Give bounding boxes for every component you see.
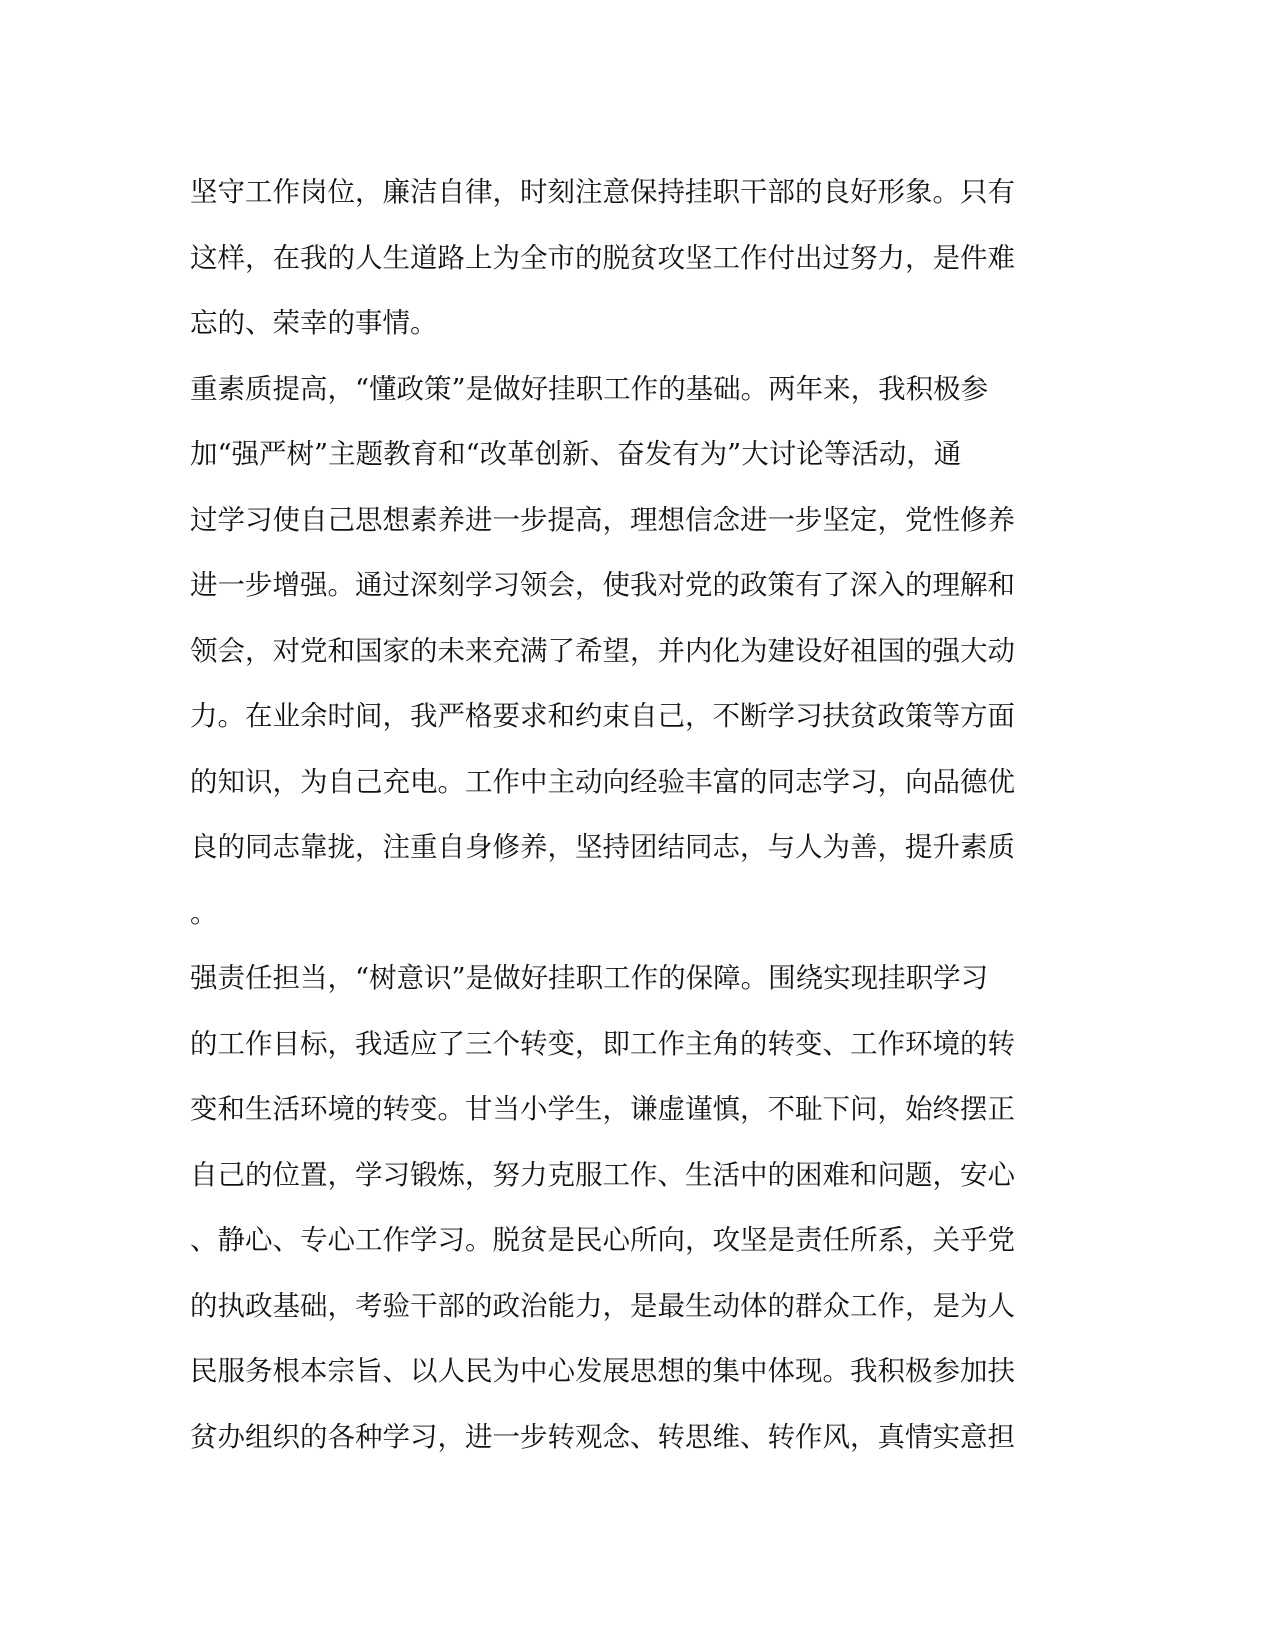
text-line: 进一步增强。通过深刻学习领会，使我对党的政策有了深入的理解和 — [190, 569, 1015, 601]
text-line: 贫办组织的各种学习，进一步转观念、转思维、转作风，真情实意担 — [190, 1420, 1015, 1453]
text-line: 。 — [190, 896, 218, 929]
body-text — [190, 160, 1070, 1470]
text-line: 重素质提高，“懂政策”是做好挂职工作的基础。两年来，我积极参 — [190, 372, 989, 405]
text-line: 加“强严树”主题教育和“改革创新、奋发有为”大讨论等活动，通 — [190, 438, 962, 470]
text-line: 的知识，为自己充电。工作中主动向经验丰富的同志学习，向品德优 — [190, 765, 1015, 798]
text-line: 力。在业余时间，我严格要求和约束自己，不断学习扶贫政策等方面 — [190, 700, 1015, 732]
text-line: 这样，在我的人生道路上为全市的脱贫攻坚工作付出过努力，是件难 — [190, 241, 1015, 274]
text-line: 自己的位置，学习锻炼，努力克服工作、生活中的困难和问题，安心 — [190, 1158, 1015, 1191]
text-line: 坚守工作岗位，廉洁自律，时刻注意保持挂职干部的良好形象。只有 — [190, 176, 1015, 208]
text-line: 、静心、专心工作学习。脱贫是民心所向，攻坚是责任所系，关乎党 — [190, 1224, 1015, 1256]
text-line: 良的同志靠拢，注重自身修养，坚持团结同志，与人为善，提升素质 — [190, 831, 1015, 863]
text-line: 民服务根本宗旨、以人民为中心发展思想的集中体现。我积极参加扶 — [190, 1355, 1015, 1387]
text-line: 领会，对党和国家的未来充满了希望，并内化为建设好祖国的强大动 — [190, 634, 1015, 667]
text-line: 的执政基础，考验干部的政治能力，是最生动体的群众工作，是为人 — [190, 1289, 1015, 1322]
text-line: 变和生活环境的转变。甘当小学生，谦虚谨慎，不耻下问，始终摆正 — [190, 1093, 1015, 1125]
text-line: 强责任担当，“树意识”是做好挂职工作的保障。围绕实现挂职学习 — [190, 962, 989, 994]
text-line: 忘的、荣幸的事情。 — [190, 307, 438, 339]
text-line: 的工作目标，我适应了三个转变，即工作主角的转变、工作环境的转 — [190, 1027, 1015, 1060]
text-line: 过学习使自己思想素养进一步提高，理想信念进一步坚定，党性修养 — [190, 503, 1015, 536]
